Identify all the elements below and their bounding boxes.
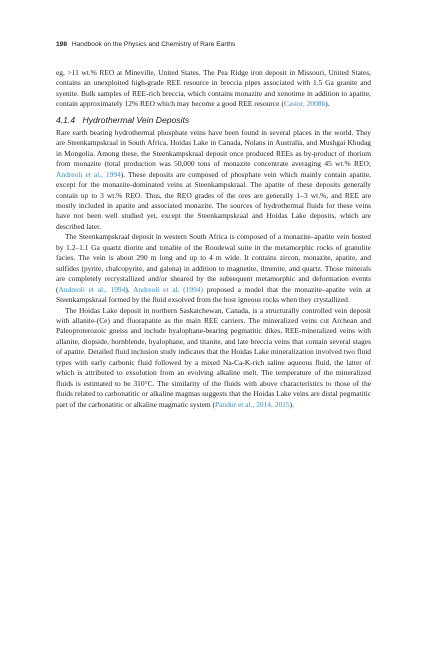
body-paragraph-2 xyxy=(56,232,371,305)
paragraph-text: The Steenkampskraal deposit in western South Africa is composed of a monazite–apatite vein hosted by 1.2–1.1 Ga quartz diorite and tonalite of the Roodewal suite in the metamorphic rocks of granulite facies. The vein is about 290 m long and up to 4 m wide. It contains zircon, monazite, apatite, and sulfides (pyrite, chalcopyrite, and galena) in addition to magnetite, ilmenite, and quartz. Those minerals are completely recrystallized and/or sheared by the subsequent metamorphic and deformation events ( xyxy=(56,232,371,294)
citation-link[interactable]: Pandur et al., 2014, 2015 xyxy=(215,399,290,409)
page-number: 198 xyxy=(56,41,68,48)
citation-link[interactable]: Andreoli et al., 1994 xyxy=(56,169,121,179)
body-paragraph-1 xyxy=(56,128,371,233)
citation-link[interactable]: Castor, 2008b xyxy=(283,99,326,109)
section-heading xyxy=(56,115,371,126)
section-number: 4.1.4 xyxy=(56,114,76,125)
paragraph-text: eg, >11 wt.% REO at Mineville, United States. The Pea Ridge iron deposit in Missouri, United States, contains an unexploited high-grade REE resource in breccia pipes associated with 1.5 Ga granite and syenite. Bulk samples of REE-rich breccia, which contains monazite and xenotime in addition to apatite, contain approximately 12% REO which may become a good REE resource ( xyxy=(56,68,371,109)
paragraph-text: ). xyxy=(289,399,294,409)
section-title: Hydrothermal Vein Deposits xyxy=(82,114,190,125)
body-paragraph-3 xyxy=(56,306,371,411)
paragraph-text: Rare earth bearing hydrothermal phosphate veins have been found in several places in the world. They are Steenkampskraal in South Africa, Hoidas Lake in Canada, Nolans in Australia, and Mushgai Khudag in Mongolia. Among these, the Steenkampskraal deposit once produced REEs as by-product of thorium from monazite (total production was 50,000 tons of monazite concentrate averaging 45 wt.% REO; xyxy=(56,127,371,169)
running-header xyxy=(56,40,371,49)
citation-link[interactable]: Andreoli et al., 1994 xyxy=(58,284,126,294)
paragraph-text: The Hoidas Lake deposit in northern Saskatchewan, Canada, is a structurally controlled vein deposit with allanite-(Ce) and fluorapatite as the main REE carriers. The mineralized veins cut Archean and Paleoproterozoic gneiss and include hyalophane-bearing pegmatitic dikes, REE-mineralized veins with allanite, diopside, hornblende, hyalophane, and titanite, and late breccia veins that contain several stages of apatite. Detailed fluid inclusion study indicates that the Hoidas Lake mineralization involved two fluid types with early carbonic fluid followed by a mixed Na-Ca-K-rich saline aqueous fluid, the latter of which is attributed to exsolution from an evolving alkaline melt. The temperature of the mineralized fluids is estimated to be 310°C. The similarity of the fluids with above characteristics to those of the fluids related to carbonatitic or alkaline magmas suggests that the Hoidas Lake veins are distal pegmatitic part of the carbonatitic or alkaline magmatic system ( xyxy=(56,305,371,409)
paragraph-text: proposed a model that the monazite–apatite vein at Steenkampskraal formed by the fluid exsolved from the host igneous rocks when they crystallized. xyxy=(56,284,371,305)
paragraph-text: ). xyxy=(125,284,134,294)
citation-link[interactable]: Andreoli et al. (1994) xyxy=(133,284,203,294)
intro-paragraph xyxy=(56,68,371,110)
running-title: Handbook on the Physics and Chemistry of Rare Earths xyxy=(71,41,236,48)
paragraph-text: ). These deposits are composed of phosphate vein which mainly contain apatite, except for the monazite-dominated veins at Steenkampskraal. The apatite of these deposits generally contain up to 3 wt.% REO. Thus, the REO grades of the ores are generally 1–3 wt.%, and REE are mostly included in apatite and associated monazite. The sources of hydrothermal fluids for these veins have not been well studied yet, except the Steenkampskraal and Hoidas Lake deposits, which are described later. xyxy=(56,169,371,231)
document-page xyxy=(56,40,371,410)
paragraph-text: ). xyxy=(325,99,330,109)
